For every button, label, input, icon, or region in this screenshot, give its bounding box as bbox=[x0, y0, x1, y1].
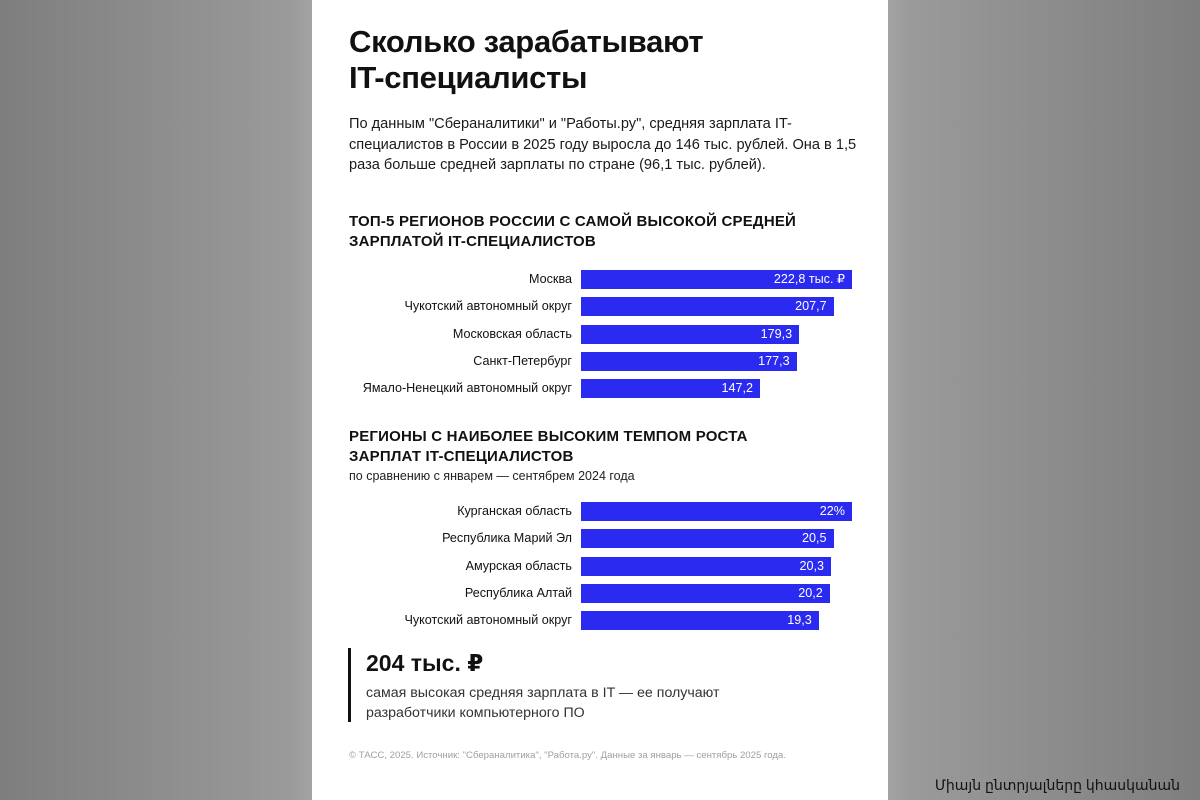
salary-top5-bar-chart bbox=[312, 270, 888, 402]
growth-rate-value-label: 19,3 bbox=[787, 613, 812, 628]
growth-rate-bar bbox=[581, 557, 831, 576]
growth-rate-bar bbox=[581, 584, 830, 603]
chart-2-title: РЕГИОНЫ С НАИБОЛЕЕ ВЫСОКИМ ТЕМПОМ РОСТА ЗАРПЛАТ IT-СПЕЦИАЛИСТОВ bbox=[349, 428, 748, 465]
infographic-card bbox=[312, 0, 888, 800]
top5-salary-value-label: 207,7 bbox=[795, 299, 827, 314]
growth-rate-bar bbox=[581, 502, 852, 521]
growth-rate-row bbox=[312, 557, 888, 576]
top5-salary-row bbox=[312, 379, 888, 398]
top5-salary-bar bbox=[581, 325, 799, 344]
growth-rate-category-label: Чукотский автономный округ bbox=[404, 613, 572, 628]
top5-salary-bar bbox=[581, 297, 834, 316]
growth-rate-row bbox=[312, 611, 888, 630]
chart-2-subtitle: по сравнению с январем — сентябрем 2024 года bbox=[349, 469, 635, 483]
top5-salary-category-label: Московская область bbox=[452, 326, 572, 341]
source-footer: © ТАСС, 2025. Источник: "Сбераналитика", "Работа.ру". Данные за январь — сентябрь 2025 года. bbox=[349, 750, 786, 761]
growth-rate-row bbox=[312, 529, 888, 548]
growth-rate-category-label: Республика Марий Эл bbox=[442, 531, 572, 546]
growth-rate-row bbox=[312, 584, 888, 603]
growth-rate-value-label: 20,2 bbox=[798, 585, 823, 600]
top5-salary-row bbox=[312, 270, 888, 289]
growth-rate-bar bbox=[581, 529, 834, 548]
growth-rate-value-label: 20,3 bbox=[799, 558, 825, 573]
top5-salary-value-label: 222,8 тыс. ₽ bbox=[773, 272, 845, 286]
top5-salary-row bbox=[312, 297, 888, 316]
highlight-callout bbox=[348, 648, 791, 722]
top5-salary-category-label: Санкт-Петербург bbox=[473, 353, 572, 368]
top5-salary-category-label: Москва bbox=[529, 272, 572, 286]
top5-salary-bar bbox=[581, 270, 852, 289]
growth-rate-category-label: Республика Алтай bbox=[464, 585, 572, 600]
highlight-value: 204 тыс. ₽ bbox=[366, 650, 484, 676]
chart-1-title: ТОП-5 РЕГИОНОВ РОССИИ С САМОЙ ВЫСОКОЙ СРЕДНЕЙ ЗАРПЛАТОЙ IT-СПЕЦИАЛИСТОВ bbox=[349, 213, 797, 250]
growth-rate-value-label: 22% bbox=[819, 504, 845, 518]
top5-salary-row bbox=[312, 325, 888, 344]
top5-salary-value-label: 147,2 bbox=[721, 381, 754, 396]
growth-rate-bar bbox=[581, 611, 819, 630]
image-caption: Միայն ընտրյալները կհասկանան bbox=[934, 777, 1180, 793]
top5-salary-value-label: 177,3 bbox=[758, 353, 790, 368]
growth-rate-row bbox=[312, 502, 888, 521]
infographic-title: Сколько зарабатывают IT-специалисты bbox=[349, 24, 704, 95]
top5-salary-category-label: Чукотский автономный округ bbox=[404, 299, 572, 314]
lead-paragraph: По данным "Сбераналитики" и "Работы.ру", средняя зарплата IT-специалистов в России в 2025 году выросла до 146 тыс. рублей. Она в 1,5 раза больше средней зарплаты по стране (96,1 тыс. рублей). bbox=[349, 116, 857, 173]
highlight-text: самая высокая средняя зарплата в IT — ее получают разработчики компьютерного ПО bbox=[366, 685, 720, 721]
growth-rate-value-label: 20,5 bbox=[802, 531, 827, 546]
growth-rate-category-label: Амурская область bbox=[465, 558, 572, 573]
top5-salary-value-label: 179,3 bbox=[760, 326, 793, 341]
top5-salary-row bbox=[312, 352, 888, 371]
growth-rate-category-label: Курганская область bbox=[457, 504, 572, 518]
salary-growth-bar-chart bbox=[312, 502, 888, 634]
top5-salary-bar bbox=[581, 352, 797, 371]
top5-salary-category-label: Ямало-Ненецкий автономный округ bbox=[362, 381, 572, 396]
top5-salary-bar bbox=[581, 379, 760, 398]
